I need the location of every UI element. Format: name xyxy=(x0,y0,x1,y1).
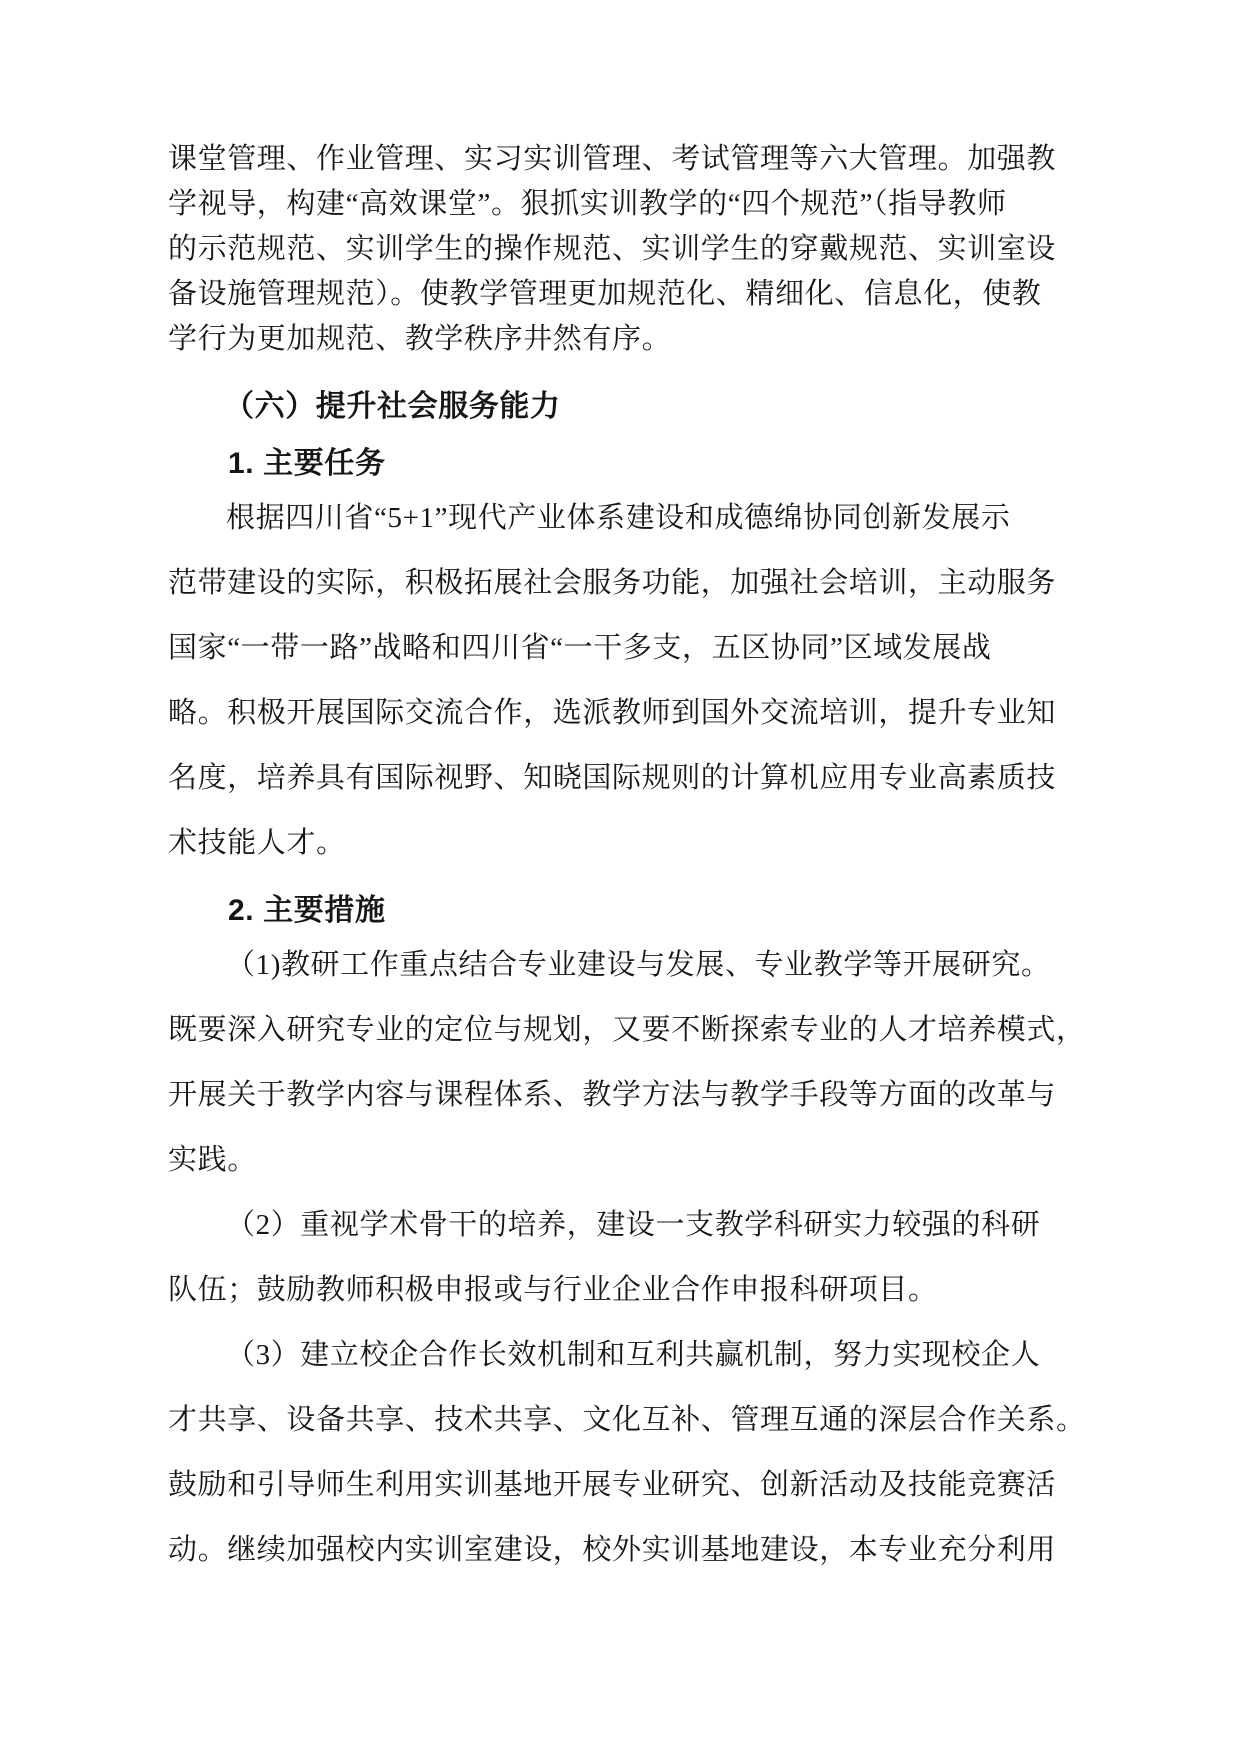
text-line: 范带建设的实际，积极拓展社会服务功能，加强社会培训，主动服务 xyxy=(168,567,1057,599)
text-line: 术技能人才。 xyxy=(168,827,346,859)
text-line: 鼓励和引导师生利用实训基地开展专业研究、创新活动及技能竞赛活 xyxy=(168,1469,1057,1501)
text-line: 名度，培养具有国际视野、知晓国际规则的计算机应用专业高素质技 xyxy=(168,762,1057,794)
text-line: 国家“一带一路”战略和四川省“一干多支，五区协同”区域发展战 xyxy=(168,632,992,664)
paragraph-teaching-management xyxy=(168,137,1060,362)
text-line: 才共享、设备共享、技术共享、文化互补、管理互通的深层合作关系。 xyxy=(168,1404,1086,1436)
paragraph-measure-3 xyxy=(168,1323,1086,1583)
text-line: 队伍；鼓励教师积极申报或与行业企业合作申报科研项目。 xyxy=(168,1274,938,1306)
heading-section-six: （六）提升社会服务能力 xyxy=(224,390,561,423)
paragraph-measure-2 xyxy=(168,1193,1060,1323)
text-line: 的示范规范、实训学生的操作规范、实训学生的穿戴规范、实训室设 xyxy=(168,233,1057,265)
text-line: 实践。 xyxy=(168,1144,257,1176)
text-line: （3）建立校企合作长效机制和互利共赢机制，努力实现校企人 xyxy=(226,1339,1041,1371)
text-line: 课堂管理、作业管理、实习实训管理、考试管理等六大管理。加强教 xyxy=(168,143,1057,175)
paragraph-measure-1 xyxy=(168,933,1086,1193)
heading-main-tasks: 1. 主要任务 xyxy=(228,447,386,480)
paragraph-main-tasks xyxy=(168,486,1060,876)
text-line: 学视导，构建“高效课堂”。狠抓实训教学的“四个规范”（指导教师 xyxy=(168,188,1007,220)
text-line: 既要深入研究专业的定位与规划，又要不断探索专业的人才培养模式， xyxy=(168,1014,1086,1046)
heading-main-measures: 2. 主要措施 xyxy=(228,894,386,927)
text-line: 备设施管理规范）。使教学管理更加规范化、精细化、信息化，使教 xyxy=(168,278,1042,310)
text-line: 略。积极开展国际交流合作，选派教师到国外交流培训，提升专业知 xyxy=(168,697,1057,729)
text-line: 动。继续加强校内实训室建设，校外实训基地建设，本专业充分利用 xyxy=(168,1534,1057,1566)
text-line: 开展关于教学内容与课程体系、教学方法与教学手段等方面的改革与 xyxy=(168,1079,1057,1111)
text-line: 根据四川省“5+1”现代产业体系建设和成德绵协同创新发展示 xyxy=(226,502,1011,534)
text-line: （2）重视学术骨干的培养，建设一支教学科研实力较强的科研 xyxy=(226,1209,1041,1241)
text-line: 学行为更加规范、教学秩序井然有序。 xyxy=(168,323,672,355)
text-line: （1)教研工作重点结合专业建设与发展、专业教学等开展研究。 xyxy=(226,949,1051,981)
